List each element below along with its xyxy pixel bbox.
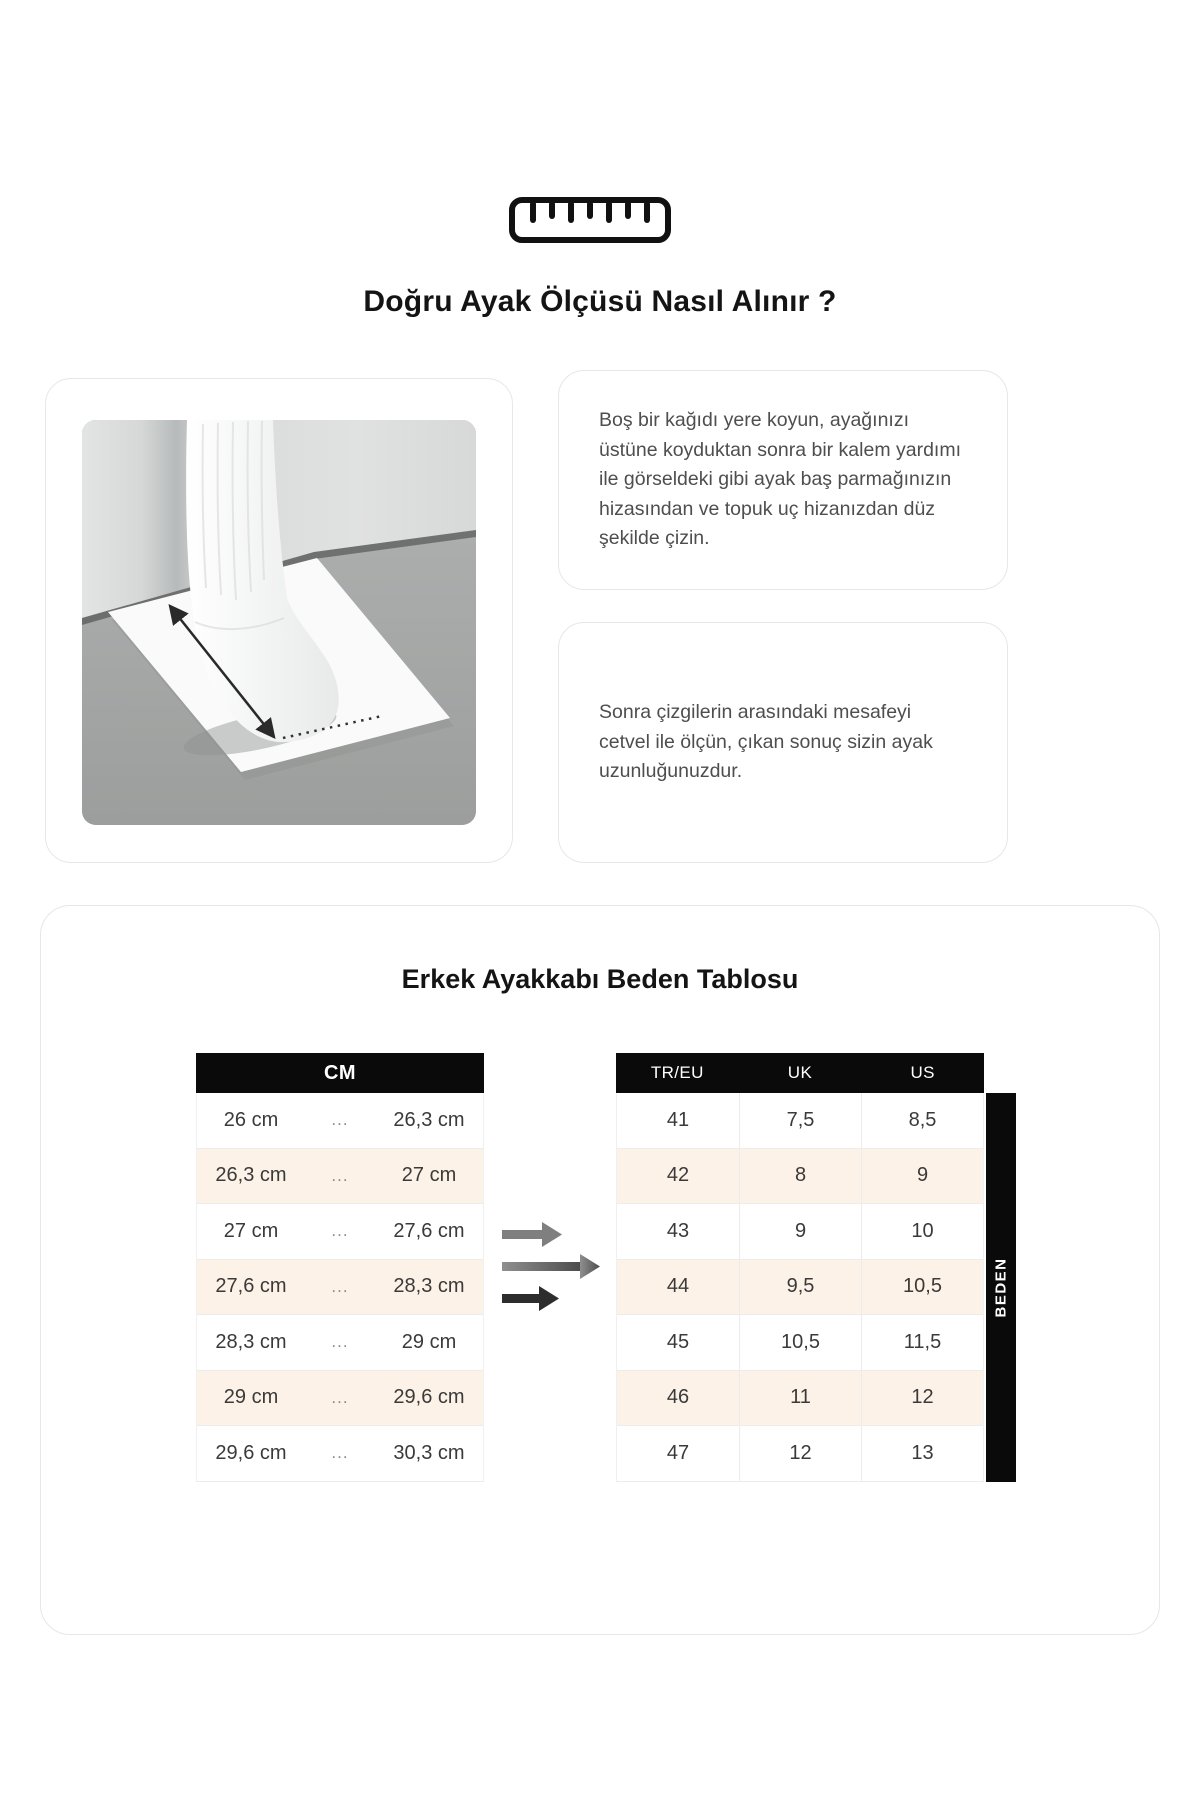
cm-header-label: CM (323, 1061, 357, 1084)
size-tr-eu: 43 (666, 1219, 690, 1242)
table-row (617, 1093, 983, 1149)
foot-measurement-photo (82, 420, 476, 825)
table-row (197, 1426, 483, 1482)
col-header-uk: UK (787, 1063, 813, 1082)
table-row (197, 1371, 483, 1427)
ruler-icon (508, 196, 672, 244)
size-tr-eu: 46 (666, 1386, 690, 1409)
col-header-tr-eu: TR/EU (650, 1063, 704, 1082)
size-tr-eu: 45 (666, 1330, 690, 1353)
cm-max: 30,3 cm (393, 1441, 465, 1464)
table-row (617, 1371, 983, 1427)
table-row (617, 1260, 983, 1316)
size-uk: 10,5 (739, 1315, 861, 1370)
table-row (197, 1093, 483, 1149)
size-us: 10 (861, 1204, 983, 1259)
size-us: 13 (861, 1426, 983, 1481)
size-tr-eu: 44 (666, 1275, 690, 1298)
cm-table-header (196, 1053, 484, 1093)
size-uk: 11 (739, 1371, 861, 1426)
size-us: 9 (861, 1149, 983, 1204)
cm-max: 29 cm (401, 1330, 457, 1353)
size-us: 12 (861, 1371, 983, 1426)
cm-max: 28,3 cm (393, 1275, 465, 1298)
instruction-step-1 (558, 370, 1008, 590)
size-conversion-table (616, 1053, 984, 1482)
size-tr-eu: 41 (666, 1108, 690, 1131)
page-title: Doğru Ayak Ölçüsü Nasıl Alınır ? (363, 285, 837, 318)
size-chart-card (40, 905, 1160, 1635)
size-tr-eu: 47 (666, 1441, 690, 1464)
cm-max: 27,6 cm (393, 1219, 465, 1242)
cm-dots: ... (331, 1110, 349, 1130)
instruction-step-2-text: Sonra çizgilerin arasındaki mesafeyi cetvel ile ölçün, çıkan sonuç sizin ayak uzunluğunuzdur. (599, 701, 933, 783)
table-row (617, 1426, 983, 1482)
table-row (617, 1315, 983, 1371)
cm-table (196, 1053, 484, 1482)
cm-min: 26 cm (223, 1108, 279, 1131)
cm-max: 26,3 cm (393, 1108, 465, 1131)
cm-min: 27,6 cm (215, 1275, 287, 1298)
size-us: 10,5 (861, 1260, 983, 1315)
cm-dots: ... (331, 1165, 349, 1185)
size-uk: 7,5 (739, 1093, 861, 1148)
cm-max: 27 cm (401, 1164, 457, 1187)
size-uk: 8 (739, 1149, 861, 1204)
cm-max: 29,6 cm (393, 1386, 465, 1409)
table-row (197, 1149, 483, 1205)
cm-dots: ... (331, 1221, 349, 1241)
cm-dots: ... (331, 1387, 349, 1407)
table-row (617, 1149, 983, 1205)
table-row (197, 1260, 483, 1316)
size-uk: 9,5 (739, 1260, 861, 1315)
size-table-header (616, 1053, 984, 1093)
cm-min: 28,3 cm (215, 1330, 287, 1353)
cm-min: 27 cm (223, 1219, 279, 1242)
cm-min: 26,3 cm (215, 1164, 287, 1187)
table-row (197, 1315, 483, 1371)
measurement-photo-card (45, 378, 513, 863)
size-uk: 12 (739, 1426, 861, 1481)
size-uk: 9 (739, 1204, 861, 1259)
size-us: 8,5 (861, 1093, 983, 1148)
size-tr-eu: 42 (666, 1164, 690, 1187)
table-row (617, 1204, 983, 1260)
size-chart-title: Erkek Ayakkabı Beden Tablosu (401, 964, 799, 994)
cm-dots: ... (331, 1443, 349, 1463)
instruction-step-2 (558, 622, 1008, 863)
cm-min: 29,6 cm (215, 1441, 287, 1464)
col-header-us: US (910, 1063, 935, 1082)
beden-side-bar (986, 1093, 1016, 1482)
beden-label: BEDEN (992, 1257, 1010, 1318)
conversion-arrows-icon (496, 1221, 626, 1321)
size-us: 11,5 (861, 1315, 983, 1370)
cm-min: 29 cm (223, 1386, 279, 1409)
cm-dots: ... (331, 1276, 349, 1296)
instruction-step-1-text: Boş bir kağıdı yere koyun, ayağınızı üstüne koyduktan sonra bir kalem yardımı ile görseldeki gibi ayak baş parmağınızın hizasından ve topuk uç hizanızdan düz şekilde çizin. (599, 408, 962, 550)
cm-dots: ... (331, 1332, 349, 1352)
table-row (197, 1204, 483, 1260)
